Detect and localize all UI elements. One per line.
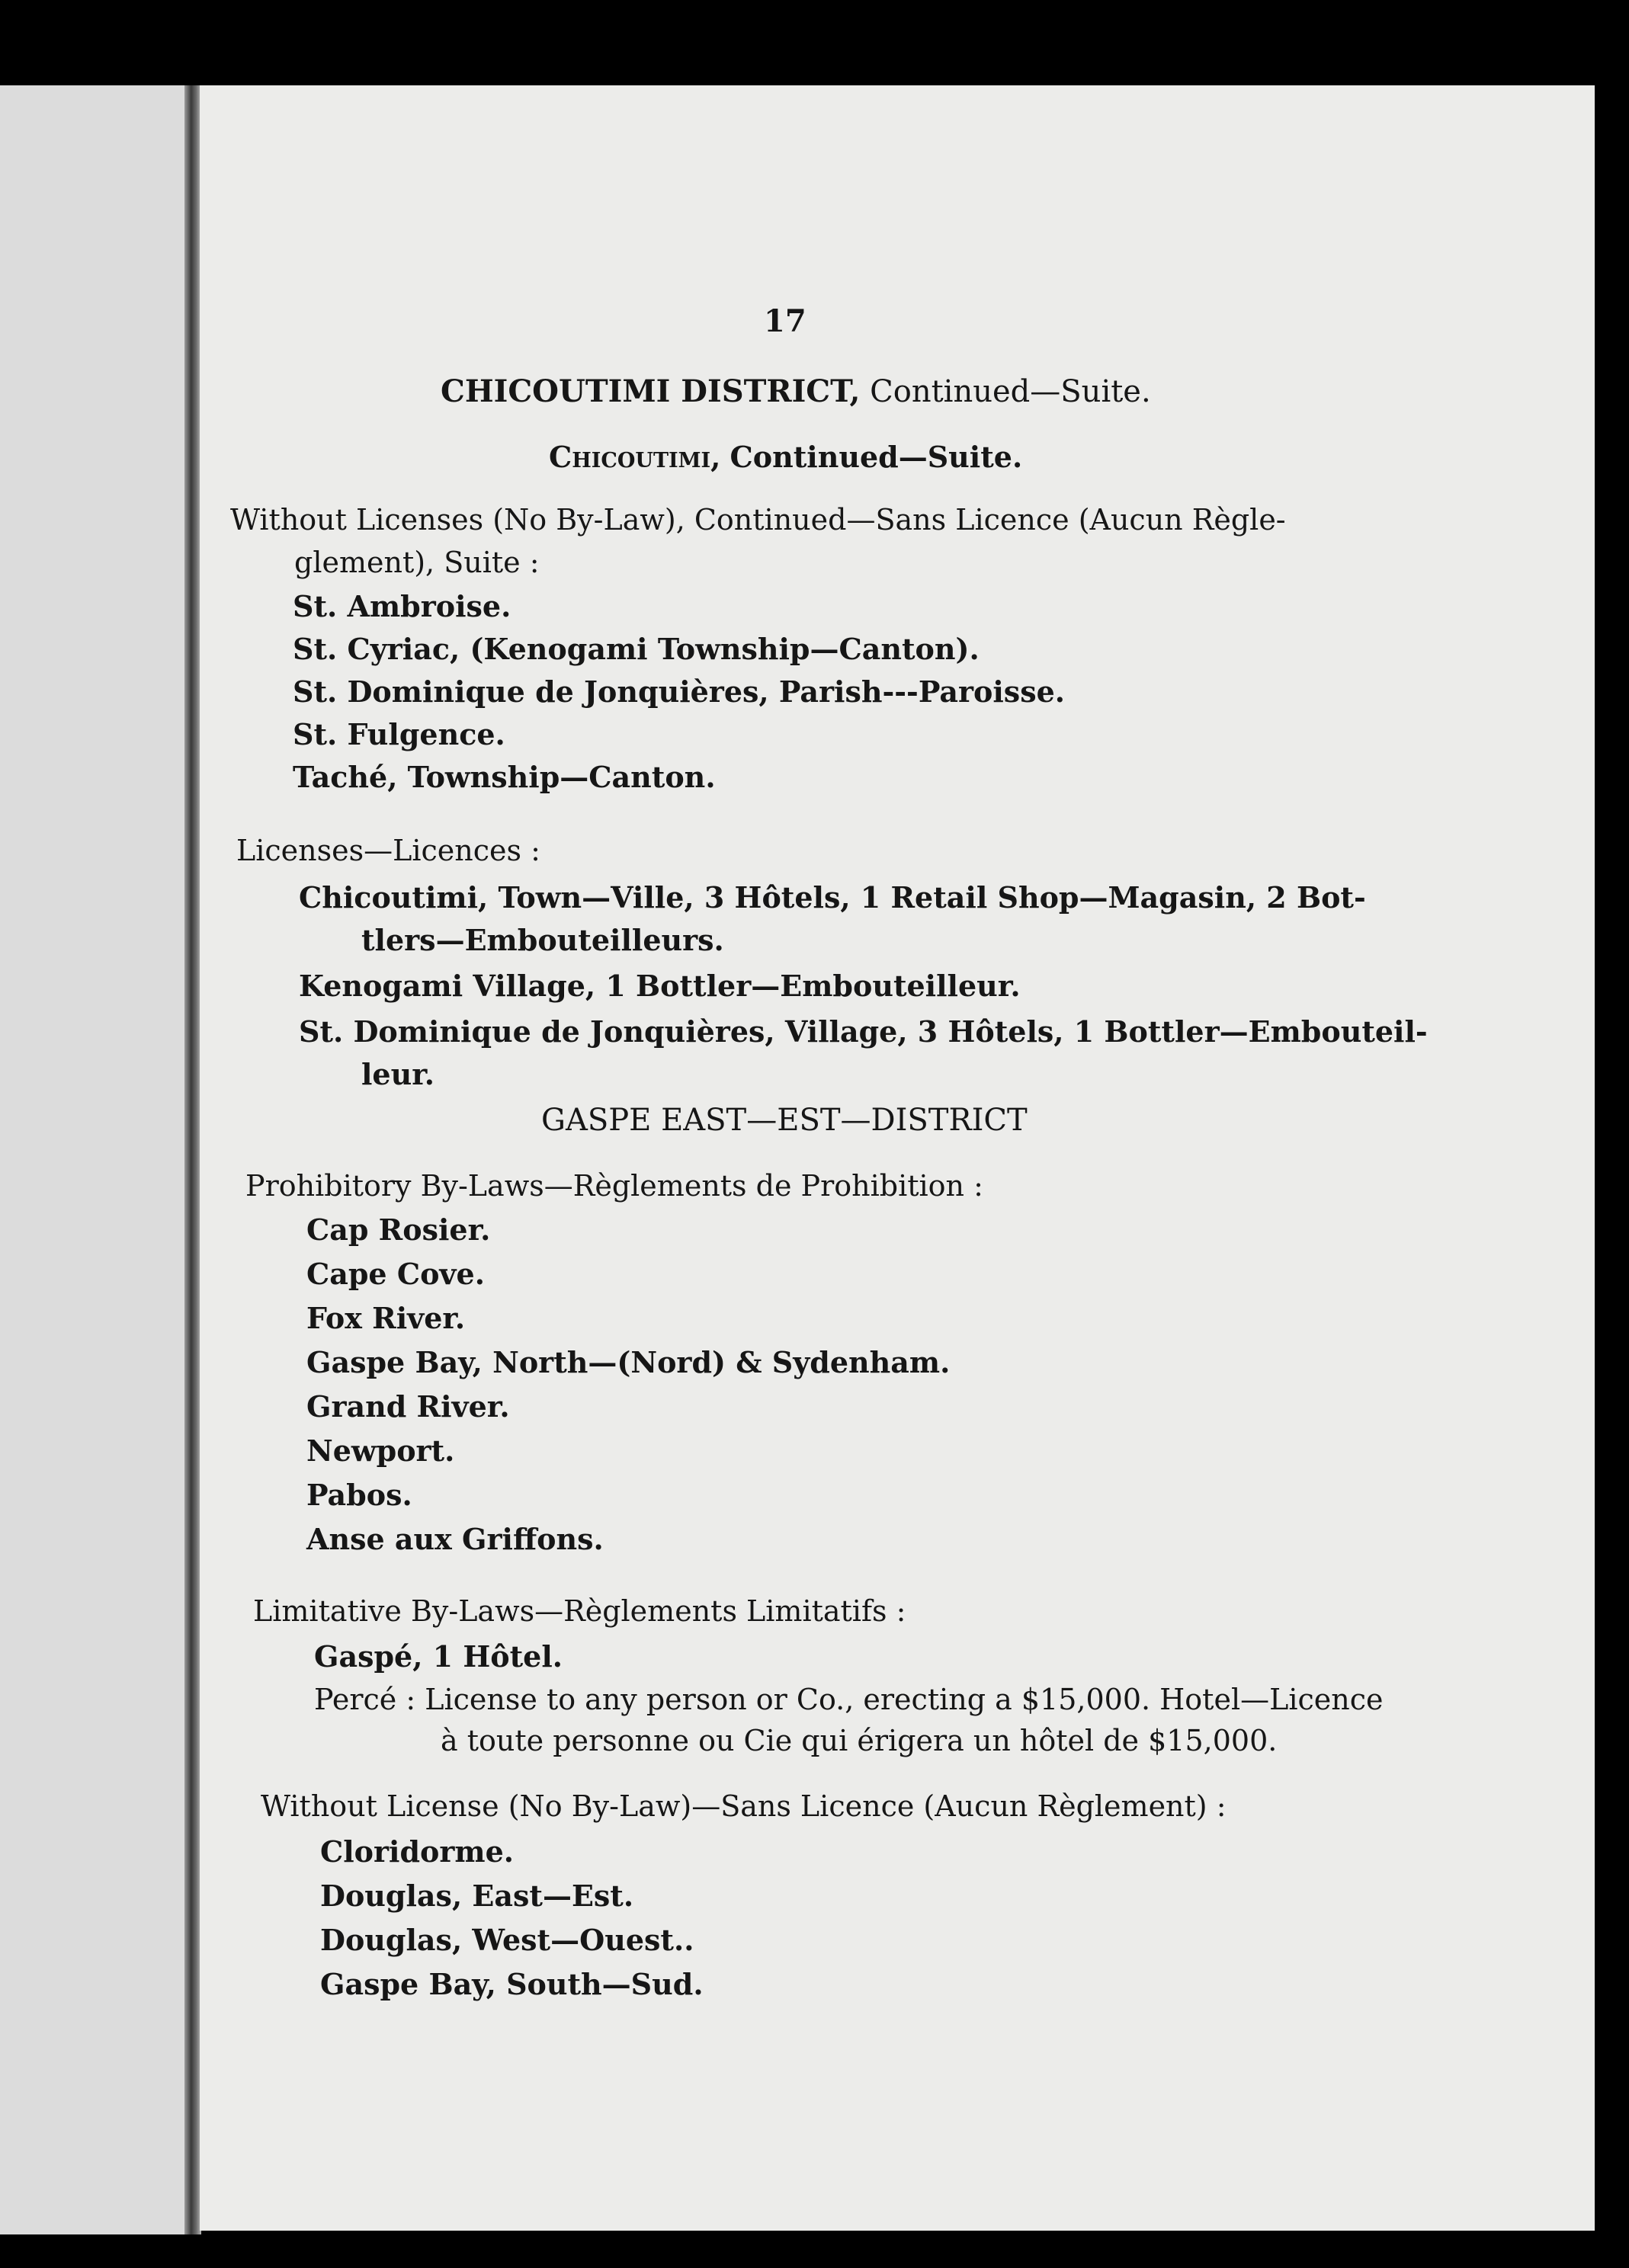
district-title [441, 373, 1151, 410]
list-item: Douglas, West—Ouest.. [320, 1923, 694, 1957]
list-item: Douglas, East—Est. [320, 1879, 634, 1913]
list-item: Gaspe Bay, North—(Nord) & Sydenham. [306, 1345, 951, 1379]
list-item: St. Dominique de Jonquières, Parish---Paroisse. [293, 674, 1065, 709]
without-licenses-heading-line2: glement), Suite : [294, 546, 540, 579]
sub-title-name: Chicoutimi, [549, 440, 721, 474]
page-number: 17 [764, 303, 806, 339]
licenses-heading: Licenses—Licences : [236, 834, 540, 867]
list-item: St. Fulgence. [293, 717, 505, 751]
list-item: Gaspé, 1 Hôtel. [314, 1639, 563, 1674]
list-item: Cap Rosier. [306, 1212, 491, 1247]
sub-title-suffix: Continued—Suite. [730, 440, 1023, 474]
list-item: Fox River. [306, 1301, 466, 1335]
license-entry-line: leur. [361, 1057, 435, 1091]
prohibitory-heading: Prohibitory By-Laws—Règlements de Prohibition : [245, 1169, 983, 1203]
license-entry-line: tlers—Embouteilleurs. [361, 923, 724, 957]
book-page [200, 85, 1595, 2231]
list-item: Taché, Township—Canton. [293, 760, 716, 794]
book-gutter [184, 85, 201, 2234]
without-license-heading: Without License (No By-Law)—Sans Licence (Aucun Règlement) : [261, 1789, 1227, 1823]
list-item: Gaspe Bay, South—Sud. [320, 1967, 704, 2001]
list-item: Cape Cove. [306, 1257, 485, 1291]
sub-title [549, 439, 1022, 476]
perce-entry-line2: à toute personne ou Cie qui érigera un hôtel de $15,000. [441, 1724, 1278, 1757]
license-entry-line: St. Dominique de Jonquières, Village, 3 Hôtels, 1 Bottler—Embouteil- [299, 1014, 1428, 1049]
list-item: Pabos. [306, 1478, 412, 1512]
license-entry-line: Kenogami Village, 1 Bottler—Embouteilleur. [299, 969, 1021, 1003]
license-entry-line: Chicoutimi, Town—Ville, 3 Hôtels, 1 Retail Shop—Magasin, 2 Bot- [299, 880, 1366, 915]
gaspe-district-title: GASPE EAST—EST—DISTRICT [541, 1103, 1028, 1138]
perce-entry-line1: Percé : License to any person or Co., erecting a $15,000. Hotel—Licence [314, 1683, 1384, 1716]
list-item: Cloridorme. [320, 1834, 515, 1869]
district-title-name: CHICOUTIMI DISTRICT, [441, 373, 861, 409]
list-item: Anse aux Griffons. [306, 1522, 604, 1556]
list-item: St. Ambroise. [293, 589, 511, 623]
limitative-heading: Limitative By-Laws—Règlements Limitatifs : [253, 1594, 906, 1628]
left-page-edge [0, 85, 191, 2234]
list-item: St. Cyriac, (Kenogami Township—Canton). [293, 632, 980, 666]
district-title-suffix: Continued—Suite. [870, 374, 1151, 409]
list-item: Grand River. [306, 1389, 510, 1424]
list-item: Newport. [306, 1434, 455, 1468]
without-licenses-heading-line1: Without Licenses (No By-Law), Continued—Sans Licence (Aucun Règle- [230, 503, 1286, 537]
